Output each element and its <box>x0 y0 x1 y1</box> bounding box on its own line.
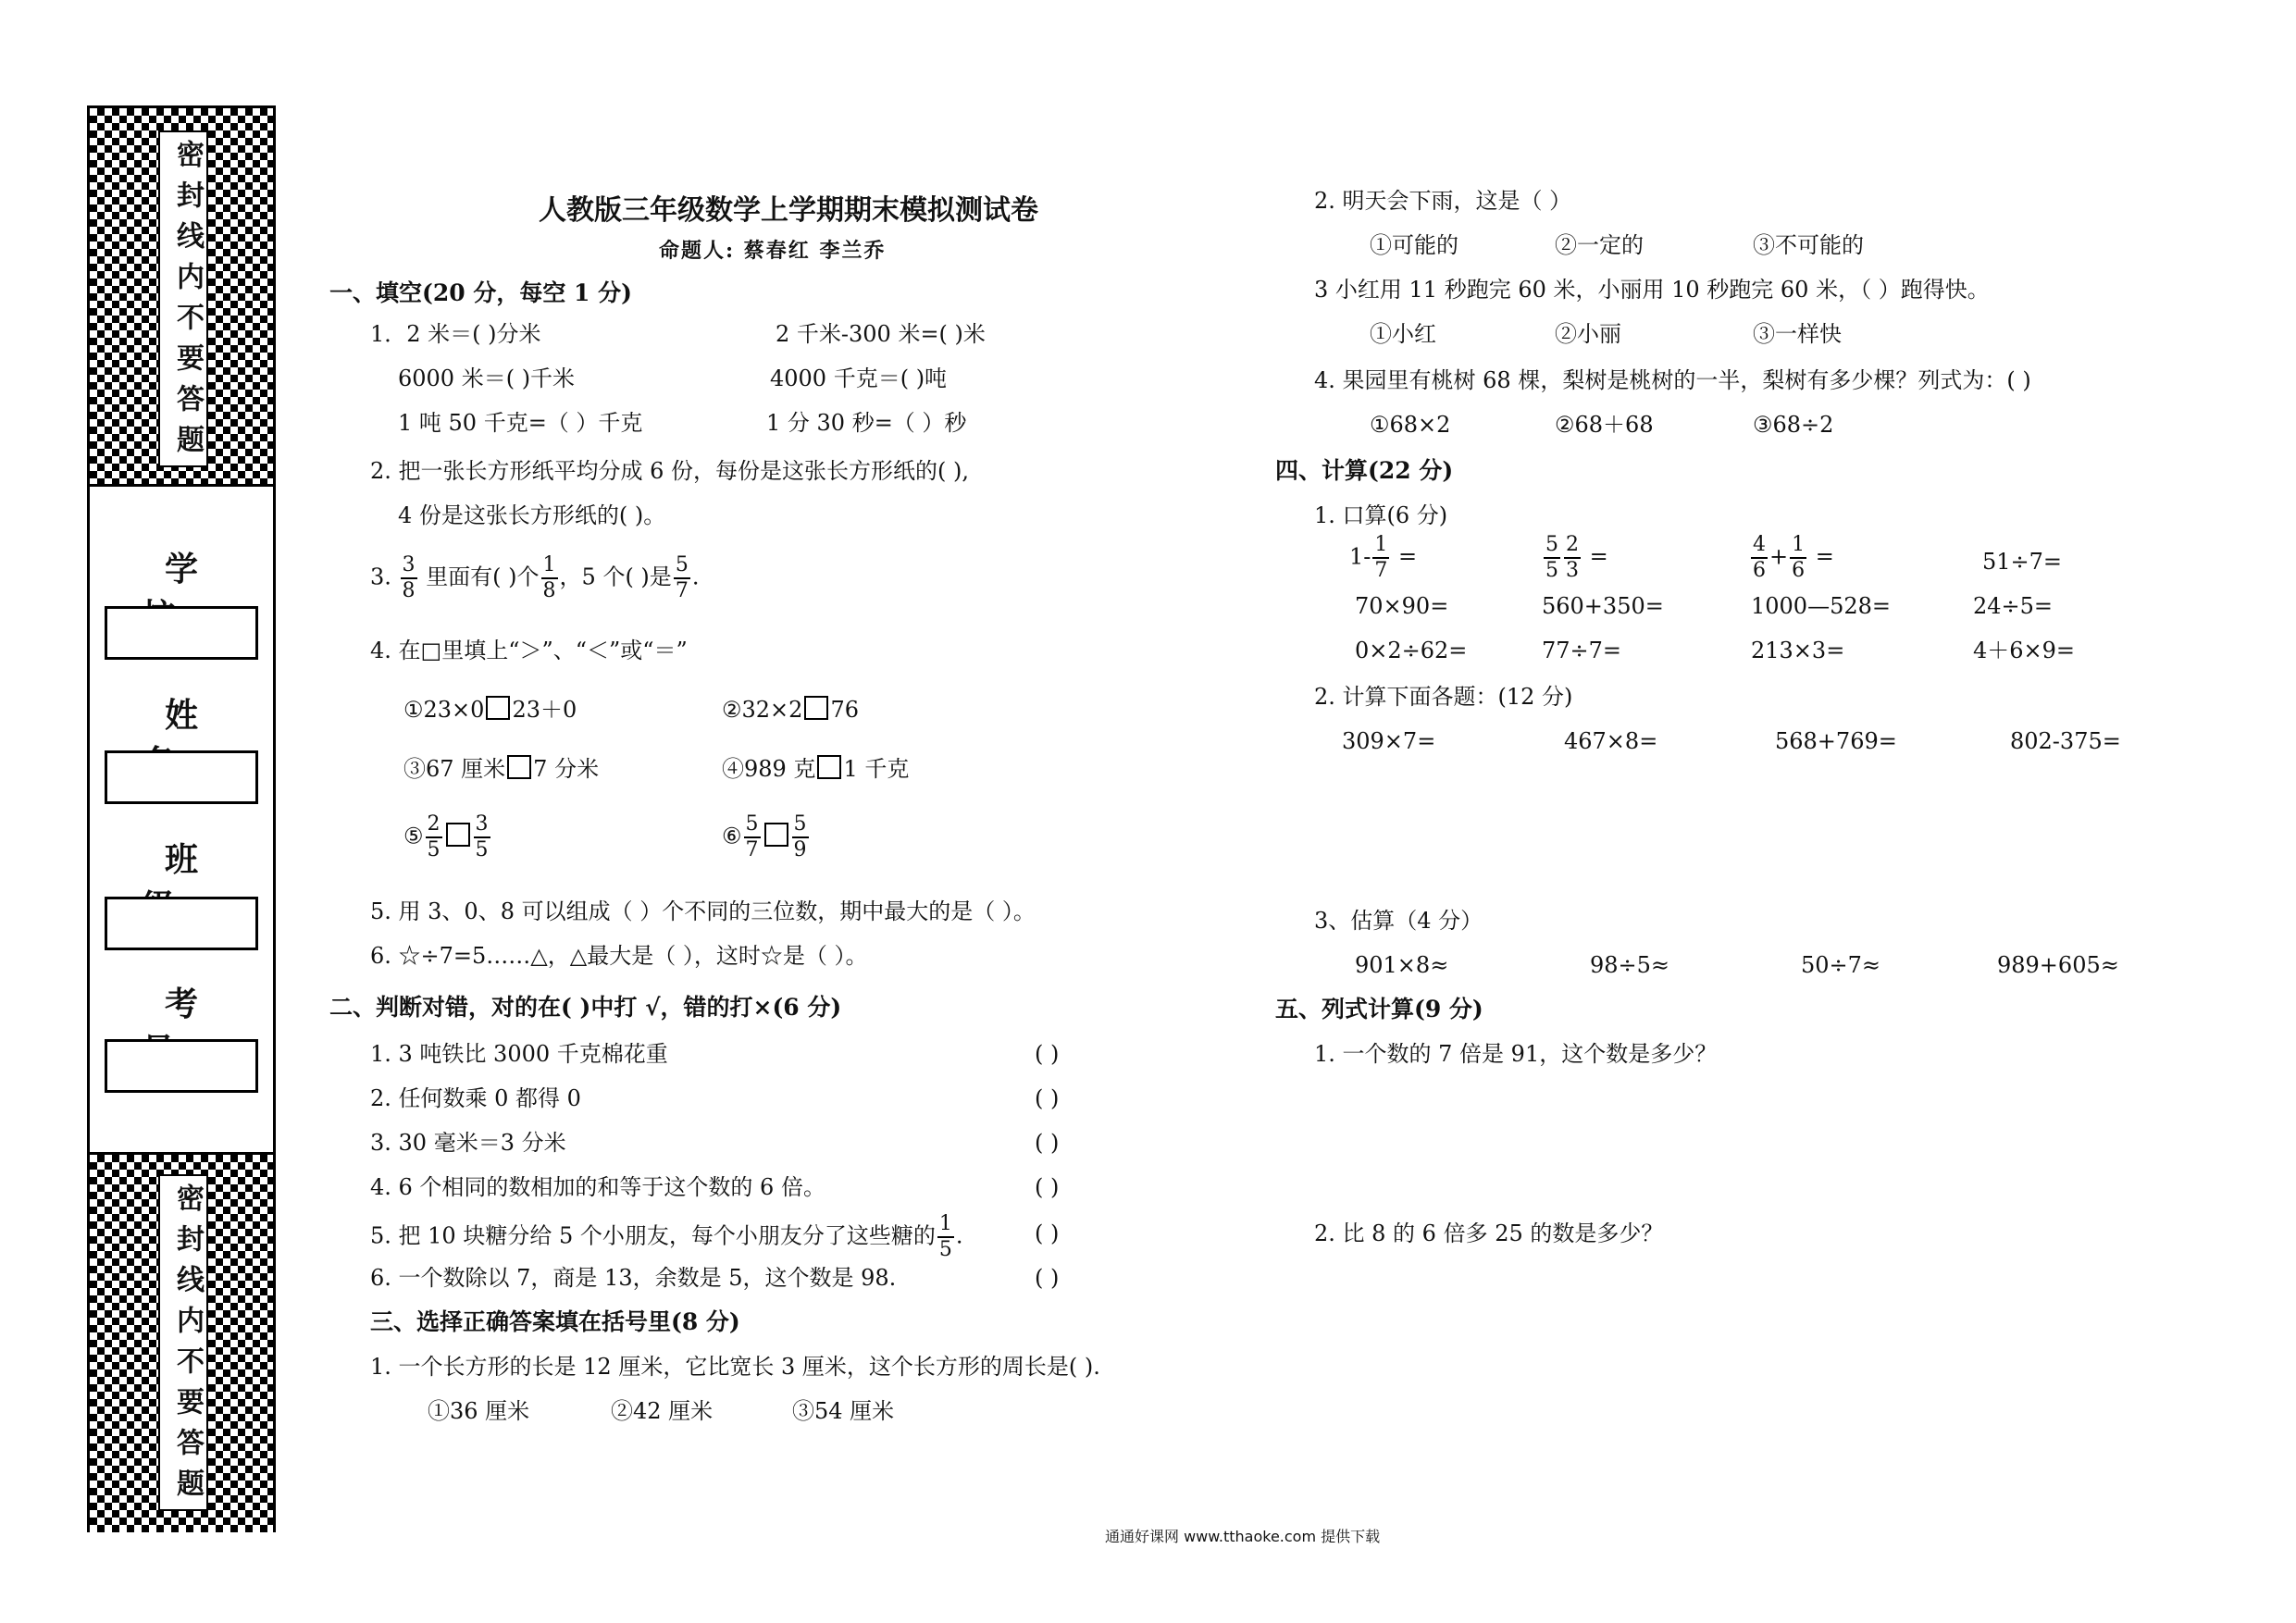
label-school: 学 <box>164 551 244 588</box>
word-problem-2: 2. 比 8 的 6 倍多 25 的数是多少？ <box>1314 1220 1664 1246</box>
compare-left: ④989 克 <box>722 756 816 782</box>
denominator: 5 <box>427 838 441 861</box>
denominator: 3 <box>1566 559 1579 582</box>
calc-q2: 2. 计算下面各题：(12 分) <box>1314 684 1573 710</box>
label-exam-number: 考 <box>164 985 244 1023</box>
s1-q2a: 2. 把一张长方形纸平均分成 6 份，每份是这张长方形纸的( ), <box>370 458 970 484</box>
class-field[interactable] <box>105 897 258 950</box>
compare-2 <box>722 696 859 724</box>
judge-item-6: 6. 一个数除以 7，商是 13，余数是 5，这个数是 98. <box>370 1265 897 1291</box>
label-class: 班 <box>164 841 244 879</box>
compare-4 <box>722 755 909 783</box>
numerator: 2 <box>1564 535 1581 559</box>
equals: = <box>1398 543 1418 570</box>
section-2-heading: 二、判断对错，对的在( )中打 √，错的打×(6 分) <box>329 994 842 1021</box>
fraction <box>1372 535 1389 581</box>
compare-right: 1 千克 <box>843 756 910 782</box>
judge-end: . <box>955 1222 963 1249</box>
mental-2 <box>1542 535 1608 581</box>
denominator: 5 <box>475 838 489 861</box>
mental-r2-1: 70×90= <box>1355 593 1449 619</box>
compare-left: ①23×0 <box>403 697 485 723</box>
s1-q2b: 4 份是这张长方形纸的( )。 <box>398 502 666 528</box>
s1-q1a: 1．2 米＝( )分米 <box>370 321 541 347</box>
choice-q2-option-2: ②一定的 <box>1555 232 1644 258</box>
choice-q2-option-1: ①可能的 <box>1370 232 1458 258</box>
fraction <box>744 814 761 861</box>
choice-q1-option-1: ①36 厘米 <box>428 1398 530 1424</box>
denominator: 8 <box>402 579 416 602</box>
judge-item-3: 3. 30 毫米＝3 分米 <box>370 1130 566 1156</box>
seal-line-notice-top <box>158 130 208 467</box>
mental-r3-1: 0×2÷62= <box>1355 638 1468 663</box>
compare-right: 7 分米 <box>533 756 600 782</box>
exam-number-field[interactable] <box>105 1039 258 1093</box>
mental-prefix: 1- <box>1349 543 1371 570</box>
estimate-4: 989+605≈ <box>1997 952 2119 978</box>
fraction <box>674 555 690 601</box>
compare-5 <box>403 814 492 861</box>
judge-item-2: 2. 任何数乘 0 都得 0 <box>370 1085 581 1111</box>
fraction <box>541 555 558 601</box>
exam-title: 人教版三年级数学上学期期末模拟测试卷 <box>539 194 1038 227</box>
judge-answer-2[interactable]: ( ) <box>1035 1085 1060 1111</box>
seal-char: 密封线内不要答题 <box>171 140 204 465</box>
numerator: 4 <box>1751 535 1768 559</box>
choice-q3-option-3: ③一样快 <box>1753 321 1842 347</box>
answer-box[interactable] <box>446 823 470 847</box>
equals: = <box>1815 543 1834 570</box>
compare-6 <box>722 814 811 861</box>
exam-author: 命题人: 蔡春红 李兰乔 <box>659 239 887 263</box>
numerator: 1 <box>541 555 558 579</box>
compare-right: 76 <box>830 697 859 723</box>
judge-answer-1[interactable]: ( ) <box>1035 1041 1060 1067</box>
fraction <box>1790 535 1806 581</box>
judge-answer-6[interactable]: ( ) <box>1035 1265 1060 1291</box>
s1-q1c: 6000 米＝( )千米 <box>398 365 576 391</box>
choice-q3-option-1: ①小红 <box>1370 321 1436 347</box>
mental-r3-3: 213×3= <box>1751 638 1845 663</box>
seal-line-notice-bottom <box>158 1174 208 1511</box>
mental-r3-4: 4＋6×9= <box>1973 638 2076 663</box>
choice-q3-option-2: ②小丽 <box>1555 321 1621 347</box>
calc-q1: 1. 口算(6 分) <box>1314 502 1448 528</box>
label-name: 姓 <box>164 697 244 735</box>
word-problem-1: 1. 一个数的 7 倍是 91，这个数是多少？ <box>1314 1041 1718 1067</box>
numerator: 3 <box>401 555 417 579</box>
choice-q4: 4. 果园里有桃树 68 棵，梨树是桃树的一半，梨树有多少棵？列式为：( ) <box>1314 367 2031 393</box>
section-3-heading: 三、选择正确答案填在括号里(8 分) <box>370 1308 740 1335</box>
choice-q1-option-2: ②42 厘米 <box>611 1398 714 1424</box>
written-4: 802-375= <box>2010 728 2121 754</box>
school-field[interactable] <box>105 606 258 660</box>
fraction <box>474 814 490 861</box>
mental-r2-2: 560+350= <box>1542 593 1664 619</box>
choice-q2-option-3: ③不可能的 <box>1753 232 1864 258</box>
footer-source: 通通好课网 www.tthaoke.com 提供下载 <box>1105 1528 1381 1545</box>
s1-q1d: 4000 千克＝( )吨 <box>770 365 948 391</box>
fraction <box>1751 535 1768 581</box>
judge-item-1: 1. 3 吨铁比 3000 千克棉花重 <box>370 1041 668 1067</box>
written-3: 568+769= <box>1775 728 1897 754</box>
numerator: 5 <box>1544 535 1560 559</box>
fraction <box>792 814 809 861</box>
s1-q6: 6. ☆÷7=5……△，△最大是（ ），这时☆是（ ）。 <box>370 943 868 969</box>
numerator: 5 <box>674 555 690 579</box>
answer-box[interactable] <box>804 696 828 720</box>
choice-q4-option-2: ②68＋68 <box>1555 412 1654 438</box>
answer-box[interactable] <box>486 696 510 720</box>
s1-q5: 5. 用 3、0、8 可以组成（ ）个不同的三位数，期中最大的是（ ）。 <box>370 898 1036 924</box>
denominator: 7 <box>675 579 689 602</box>
mental-4: 51÷7= <box>1982 549 2063 575</box>
q3-end: . <box>691 564 700 590</box>
judge-item-5 <box>370 1214 963 1260</box>
denominator: 6 <box>1792 559 1806 582</box>
numerator: 1 <box>1790 535 1806 559</box>
written-1: 309×7= <box>1342 728 1436 754</box>
fraction <box>937 1214 954 1260</box>
fraction <box>1564 535 1581 581</box>
choice-q1-option-3: ③54 厘米 <box>792 1398 895 1424</box>
section-5-heading: 五、列式计算(9 分) <box>1275 996 1483 1022</box>
answer-box[interactable] <box>817 755 841 779</box>
numerator: 2 <box>426 814 442 838</box>
denominator: 7 <box>1374 559 1388 582</box>
compare-3 <box>403 755 599 783</box>
answer-box[interactable] <box>764 823 788 847</box>
denominator: 5 <box>1545 559 1558 582</box>
numerator: 3 <box>474 814 490 838</box>
fraction <box>1544 535 1560 581</box>
s1-q4: 4. 在□里填上“＞”、“＜”或“＝” <box>370 638 688 663</box>
compare-label: ⑤ <box>403 823 424 849</box>
numerator: 1 <box>1372 535 1389 559</box>
equals: = <box>1589 543 1608 570</box>
calc-q3: 3、估算（4 分） <box>1314 908 1483 934</box>
mental-r2-4: 24÷5= <box>1973 593 2054 619</box>
estimate-2: 98÷5≈ <box>1590 952 1670 978</box>
mental-3 <box>1749 535 1834 581</box>
fraction <box>426 814 442 861</box>
judge-answer-3[interactable]: ( ) <box>1035 1130 1060 1156</box>
mental-r2-3: 1000—528= <box>1751 593 1891 619</box>
choice-q4-option-3: ③68÷2 <box>1753 412 1834 438</box>
numerator: 5 <box>744 814 761 838</box>
answer-box[interactable] <box>507 755 531 779</box>
mental-1 <box>1349 535 1417 581</box>
compare-left: ②32×2 <box>722 697 803 723</box>
operator: + <box>1769 543 1789 570</box>
section-1-heading: 一、填空(20 分，每空 1 分) <box>329 279 632 306</box>
estimate-1: 901×8≈ <box>1355 952 1449 978</box>
numerator: 1 <box>937 1214 954 1238</box>
estimate-3: 50÷7≈ <box>1801 952 1881 978</box>
compare-right: 23＋0 <box>512 697 577 723</box>
s1-q3 <box>370 555 699 601</box>
binding-strip <box>87 105 276 1532</box>
judge-answer-4[interactable]: ( ) <box>1035 1174 1060 1200</box>
choice-q2: 2. 明天会下雨，这是（ ） <box>1314 188 1572 214</box>
denominator: 6 <box>1753 559 1766 582</box>
name-field[interactable] <box>105 750 258 804</box>
numerator: 5 <box>792 814 809 838</box>
denominator: 9 <box>793 838 807 861</box>
judge-answer-5[interactable]: ( ) <box>1035 1220 1060 1246</box>
q3-number: 3. <box>370 564 391 590</box>
judge-item-4: 4. 6 个相同的数相加的和等于这个数的 6 倍。 <box>370 1174 825 1200</box>
denominator: 7 <box>745 838 759 861</box>
denominator: 8 <box>542 579 556 602</box>
choice-q4-option-1: ①68×2 <box>1370 412 1451 438</box>
s1-q1e: 1 吨 50 千克=（ ）千克 <box>398 410 643 436</box>
s1-q1f: 1 分 30 秒=（ ）秒 <box>766 410 967 436</box>
choice-q3: 3 小红用 11 秒跑完 60 米，小丽用 10 秒跑完 60 米，（ ）跑得快。 <box>1314 277 1990 303</box>
q3-text: ，5 个( )是 <box>559 564 672 590</box>
section-4-heading: 四、计算(22 分) <box>1275 457 1454 484</box>
seal-char: 密封线内不要答题 <box>171 1183 204 1509</box>
choice-q1: 1. 一个长方形的长是 12 厘米，它比宽长 3 厘米，这个长方形的周长是( ). <box>370 1354 1100 1380</box>
judge-text: 5. 把 10 块糖分给 5 个小朋友，每个小朋友分了这些糖的 <box>370 1222 936 1249</box>
mental-r3-2: 77÷7= <box>1542 638 1622 663</box>
s1-q1b: 2 千米-300 米=( )米 <box>776 321 986 347</box>
q3-text: 里面有( )个 <box>426 564 540 590</box>
fraction <box>401 555 417 601</box>
written-2: 467×8= <box>1564 728 1658 754</box>
compare-1 <box>403 696 577 724</box>
compare-left: ③67 厘米 <box>403 756 506 782</box>
compare-label: ⑥ <box>722 823 742 849</box>
denominator: 5 <box>938 1238 952 1261</box>
